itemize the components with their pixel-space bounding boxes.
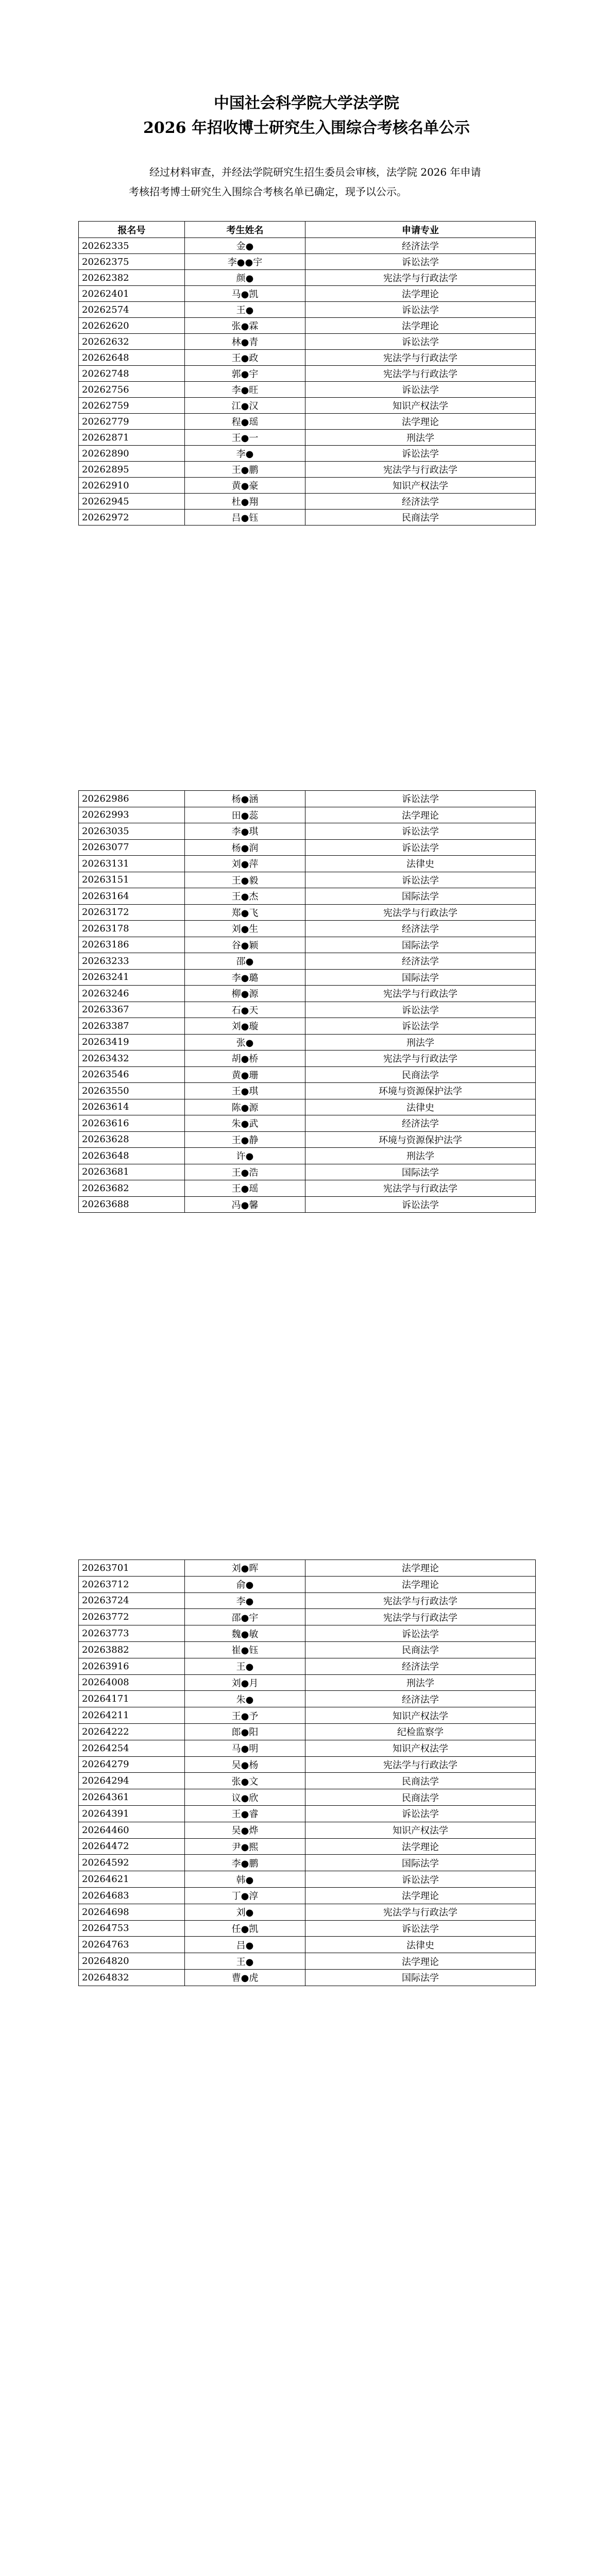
table-row [79,382,536,398]
registration-no-cell: 20264008 [79,1674,185,1691]
table-row [79,1050,536,1067]
registration-no-cell: 20262779 [79,414,185,430]
notice-title: 2026 年招收博士研究生入围综合考核名单公示 [143,119,470,137]
table-row [79,1560,536,1577]
major-cell: 经济法学 [305,921,536,937]
major-cell: 诉讼法学 [305,1196,536,1213]
major-cell: 知识产权法学 [305,398,536,414]
registration-no-cell: 20263648 [79,1148,185,1164]
candidate-table-2 [78,790,536,1213]
registration-no-cell: 20263614 [79,1099,185,1115]
table-row [79,1018,536,1035]
table-row [79,1969,536,1986]
registration-no-cell: 20262895 [79,462,185,478]
registration-no-cell: 20264832 [79,1969,185,1986]
registration-no-cell: 20263616 [79,1115,185,1132]
table-row [79,1164,536,1180]
candidate-name-cell: 吕●钰 [185,510,305,526]
registration-no-cell: 20262986 [79,791,185,807]
registration-no-cell: 20263688 [79,1196,185,1213]
candidate-name-cell: 曹●虎 [185,1969,305,1986]
table-row [79,414,536,430]
major-cell: 诉讼法学 [305,1871,536,1888]
registration-no-cell: 20263681 [79,1164,185,1180]
major-cell: 经济法学 [305,1658,536,1674]
candidate-name-cell: 王●睿 [185,1805,305,1822]
major-cell: 诉讼法学 [305,334,536,350]
table-row [79,462,536,478]
major-cell: 国际法学 [305,1855,536,1871]
registration-no-cell: 20262335 [79,238,185,254]
major-cell: 法学理论 [305,1576,536,1592]
registration-no-cell: 20264460 [79,1822,185,1838]
candidate-name-cell: 李● [185,446,305,462]
candidate-name-cell: 丁●淳 [185,1887,305,1904]
table-row [79,302,536,318]
table-row [79,839,536,856]
registration-no-cell: 20263131 [79,856,185,872]
major-cell: 法学理论 [305,414,536,430]
registration-no-cell: 20263077 [79,839,185,856]
registration-no-cell: 20262972 [79,510,185,526]
registration-no-cell: 20264211 [79,1707,185,1724]
major-cell: 环境与资源保护法学 [305,1083,536,1099]
major-cell: 法学理论 [305,286,536,302]
table-row [79,904,536,921]
candidate-name-cell: 刘●萍 [185,856,305,872]
major-cell: 宪法学与行政法学 [305,462,536,478]
table-row [79,286,536,302]
candidate-name-cell: 邵●宇 [185,1609,305,1625]
candidate-name-cell: 郭●宇 [185,366,305,382]
major-cell: 知识产权法学 [305,1822,536,1838]
major-cell: 宪法学与行政法学 [305,986,536,1002]
candidate-name-cell: 程●瑶 [185,414,305,430]
major-cell: 刑法学 [305,1034,536,1050]
table-row [79,1576,536,1592]
candidate-name-cell: 郎●阳 [185,1723,305,1740]
registration-no-cell: 20263701 [79,1560,185,1577]
major-cell: 民商法学 [305,1789,536,1806]
major-cell: 宪法学与行政法学 [305,1756,536,1773]
table-row [79,1083,536,1099]
registration-no-cell: 20262890 [79,446,185,462]
major-cell: 刑法学 [305,1674,536,1691]
registration-no-cell: 20263628 [79,1131,185,1148]
major-cell: 宪法学与行政法学 [305,366,536,382]
registration-no-cell: 20263773 [79,1625,185,1642]
table-row [79,350,536,366]
registration-no-cell: 20262620 [79,318,185,334]
table-row [79,1953,536,1970]
candidate-name-cell: 胡●桥 [185,1050,305,1067]
registration-no-cell: 20264753 [79,1920,185,1937]
registration-no-cell: 20262382 [79,270,185,286]
candidate-name-cell: 石●天 [185,1002,305,1018]
table-row [79,1822,536,1838]
candidate-name-cell: 金● [185,238,305,254]
table-row [79,446,536,462]
registration-no-cell: 20262756 [79,382,185,398]
candidate-name-cell: 黄●豪 [185,478,305,494]
table-row [79,1115,536,1132]
table-row [79,986,536,1002]
major-cell: 法学理论 [305,1838,536,1855]
intro-paragraph: 经过材料审查，并经法学院研究生招生委员会审核，法学院 2026 年申请考核招考博士研究生入围综合考核名单已确定，现予以公示。 [129,166,481,198]
major-cell: 宪法学与行政法学 [305,1592,536,1609]
major-cell: 民商法学 [305,1641,536,1658]
registration-no-cell: 20263164 [79,888,185,905]
major-cell: 经济法学 [305,953,536,970]
table-row [79,1887,536,1904]
registration-no-cell: 20263367 [79,1002,185,1018]
major-cell: 法学理论 [305,1560,536,1577]
table-row [79,1920,536,1937]
registration-no-cell: 20262648 [79,350,185,366]
registration-no-cell: 20262910 [79,478,185,494]
table-row [79,888,536,905]
table-row [79,1773,536,1789]
candidate-table-3 [78,1560,536,1986]
table-row [79,366,536,382]
table-row [79,791,536,807]
table-row [79,1838,536,1855]
registration-no-cell: 20264391 [79,1805,185,1822]
registration-no-cell: 20264254 [79,1740,185,1756]
header-registration-no: 报名号 [79,222,185,238]
major-cell: 宪法学与行政法学 [305,270,536,286]
candidate-name-cell: 王●浩 [185,1164,305,1180]
candidate-name-cell: 崔●钰 [185,1641,305,1658]
table-row [79,953,536,970]
registration-no-cell: 20264279 [79,1756,185,1773]
registration-no-cell: 20263151 [79,872,185,888]
candidate-name-cell: 王●鹏 [185,462,305,478]
candidate-name-cell: 韩● [185,1871,305,1888]
table-row [79,1180,536,1197]
major-cell: 知识产权法学 [305,1707,536,1724]
candidate-name-cell: 王● [185,302,305,318]
major-cell: 诉讼法学 [305,1002,536,1018]
table-row [79,937,536,953]
registration-no-cell: 20263724 [79,1592,185,1609]
major-cell: 诉讼法学 [305,839,536,856]
candidate-name-cell: 江●汉 [185,398,305,414]
table-row [79,398,536,414]
candidate-name-cell: 杨●润 [185,839,305,856]
candidate-name-cell: 张●文 [185,1773,305,1789]
registration-no-cell: 20264683 [79,1887,185,1904]
candidate-name-cell: 刘●晖 [185,1560,305,1577]
major-cell: 国际法学 [305,937,536,953]
candidate-name-cell: 吴●杨 [185,1756,305,1773]
registration-no-cell: 20264698 [79,1904,185,1920]
table-row [79,1625,536,1642]
major-cell: 经济法学 [305,1691,536,1707]
major-cell: 诉讼法学 [305,302,536,318]
registration-no-cell: 20264472 [79,1838,185,1855]
candidate-name-cell: 刘●生 [185,921,305,937]
registration-no-cell: 20262759 [79,398,185,414]
major-cell: 诉讼法学 [305,382,536,398]
major-cell: 刑法学 [305,1148,536,1164]
table-row [79,1674,536,1691]
table-row [79,1740,536,1756]
major-cell: 宪法学与行政法学 [305,1904,536,1920]
major-cell: 宪法学与行政法学 [305,904,536,921]
major-cell: 诉讼法学 [305,791,536,807]
candidate-name-cell: 张●霖 [185,318,305,334]
candidate-name-cell: 马●明 [185,1740,305,1756]
table-row [79,1641,536,1658]
candidate-name-cell: 王●毅 [185,872,305,888]
registration-no-cell: 20262748 [79,366,185,382]
major-cell: 法律史 [305,1099,536,1115]
candidate-name-cell: 刘● [185,1904,305,1920]
major-cell: 国际法学 [305,1969,536,1986]
major-cell: 国际法学 [305,969,536,986]
candidate-name-cell: 王● [185,1953,305,1970]
candidate-name-cell: 李●璐 [185,969,305,986]
candidate-name-cell: 张● [185,1034,305,1050]
candidate-name-cell: 王●瑶 [185,1180,305,1197]
header-candidate-name: 考生姓名 [185,222,305,238]
candidate-name-cell: 王●予 [185,1707,305,1724]
candidate-name-cell: 马●凯 [185,286,305,302]
registration-no-cell: 20263419 [79,1034,185,1050]
table-row [79,1131,536,1148]
candidate-name-cell: 李●旺 [185,382,305,398]
major-cell: 环境与资源保护法学 [305,1131,536,1148]
registration-no-cell: 20264763 [79,1937,185,1953]
candidate-name-cell: 林●青 [185,334,305,350]
candidate-name-cell: 尹●熙 [185,1838,305,1855]
table-row [79,921,536,937]
table-row [79,1805,536,1822]
major-cell: 民商法学 [305,1773,536,1789]
table-row [79,494,536,510]
table-row [79,1707,536,1724]
candidate-name-cell: 李● [185,1592,305,1609]
candidate-name-cell: 冯●馨 [185,1196,305,1213]
major-cell: 经济法学 [305,238,536,254]
candidate-name-cell: 刘●月 [185,1674,305,1691]
registration-no-cell: 20263882 [79,1641,185,1658]
candidate-name-cell: 朱●武 [185,1115,305,1132]
candidate-name-cell: 魏●敏 [185,1625,305,1642]
registration-no-cell: 20263916 [79,1658,185,1674]
registration-no-cell: 20263546 [79,1066,185,1083]
table-header-row [79,222,536,238]
major-cell: 国际法学 [305,1164,536,1180]
table-row [79,1904,536,1920]
major-cell: 诉讼法学 [305,254,536,270]
registration-no-cell: 20262871 [79,430,185,446]
major-cell: 经济法学 [305,494,536,510]
major-cell: 知识产权法学 [305,1740,536,1756]
table-row [79,1196,536,1213]
candidate-table-1 [78,221,536,526]
table-row [79,1066,536,1083]
table-row [79,969,536,986]
major-cell: 法律史 [305,1937,536,1953]
registration-no-cell: 20264294 [79,1773,185,1789]
registration-no-cell: 20263178 [79,921,185,937]
major-cell: 诉讼法学 [305,1805,536,1822]
major-cell: 诉讼法学 [305,446,536,462]
registration-no-cell: 20263246 [79,986,185,1002]
major-cell: 法学理论 [305,1953,536,1970]
major-cell: 宪法学与行政法学 [305,1609,536,1625]
table-row [79,1789,536,1806]
table-row [79,1099,536,1115]
candidate-name-cell: 李●●宇 [185,254,305,270]
candidate-name-cell: 田●蕊 [185,807,305,823]
candidate-name-cell: 任●凯 [185,1920,305,1937]
registration-no-cell: 20263682 [79,1180,185,1197]
candidate-name-cell: 王●一 [185,430,305,446]
candidate-name-cell: 陈●源 [185,1099,305,1115]
registration-no-cell: 20263432 [79,1050,185,1067]
table-row [79,1002,536,1018]
major-cell: 法学理论 [305,807,536,823]
candidate-name-cell: 俞● [185,1576,305,1592]
candidate-name-cell: 郑●飞 [185,904,305,921]
registration-no-cell: 20264820 [79,1953,185,1970]
registration-no-cell: 20262945 [79,494,185,510]
school-title: 中国社会科学院大学法学院 [214,94,399,112]
table-row [79,318,536,334]
candidate-name-cell: 黄●珊 [185,1066,305,1083]
table-row [79,1658,536,1674]
table-row [79,1937,536,1953]
major-cell: 法学理论 [305,1887,536,1904]
candidate-name-cell: 柳●源 [185,986,305,1002]
candidate-name-cell: 朱● [185,1691,305,1707]
table-row [79,1871,536,1888]
candidate-name-cell: 邵● [185,953,305,970]
registration-no-cell: 20262632 [79,334,185,350]
table-row [79,254,536,270]
table-row [79,1691,536,1707]
major-cell: 民商法学 [305,1066,536,1083]
candidate-name-cell: 杜●翔 [185,494,305,510]
candidate-name-cell: 李●琪 [185,823,305,840]
registration-no-cell: 20263035 [79,823,185,840]
registration-no-cell: 20264592 [79,1855,185,1871]
candidate-name-cell: 王●杰 [185,888,305,905]
major-cell: 纪检监察学 [305,1723,536,1740]
table-row [79,478,536,494]
major-cell: 宪法学与行政法学 [305,350,536,366]
registration-no-cell: 20264621 [79,1871,185,1888]
registration-no-cell: 20263772 [79,1609,185,1625]
candidate-name-cell: 吕● [185,1937,305,1953]
registration-no-cell: 20264222 [79,1723,185,1740]
candidate-name-cell: 议●欣 [185,1789,305,1806]
registration-no-cell: 20263233 [79,953,185,970]
major-cell: 宪法学与行政法学 [305,1050,536,1067]
major-cell: 国际法学 [305,888,536,905]
registration-no-cell: 20262574 [79,302,185,318]
registration-no-cell: 20263712 [79,1576,185,1592]
table-row [79,807,536,823]
table-row [79,872,536,888]
table-row [79,270,536,286]
registration-no-cell: 20262401 [79,286,185,302]
major-cell: 法律史 [305,856,536,872]
candidate-name-cell: 王●政 [185,350,305,366]
table-row [79,1855,536,1871]
candidate-name-cell: 杨●涵 [185,791,305,807]
candidate-name-cell: 颜● [185,270,305,286]
candidate-name-cell: 刘●璇 [185,1018,305,1035]
registration-no-cell: 20263186 [79,937,185,953]
major-cell: 诉讼法学 [305,823,536,840]
registration-no-cell: 20263241 [79,969,185,986]
registration-no-cell: 20262375 [79,254,185,270]
table-row [79,430,536,446]
major-cell: 诉讼法学 [305,1018,536,1035]
table-row [79,856,536,872]
candidate-name-cell: 谷●颖 [185,937,305,953]
major-cell: 诉讼法学 [305,1920,536,1937]
major-cell: 民商法学 [305,510,536,526]
table-row [79,1592,536,1609]
registration-no-cell: 20264361 [79,1789,185,1806]
major-cell: 刑法学 [305,430,536,446]
header-major: 申请专业 [305,222,536,238]
candidate-name-cell: 吴●烨 [185,1822,305,1838]
candidate-name-cell: 王●琪 [185,1083,305,1099]
table-row [79,1756,536,1773]
major-cell: 宪法学与行政法学 [305,1180,536,1197]
registration-no-cell: 20263387 [79,1018,185,1035]
major-cell: 经济法学 [305,1115,536,1132]
major-cell: 法学理论 [305,318,536,334]
registration-no-cell: 20262993 [79,807,185,823]
table-row [79,334,536,350]
candidate-name-cell: 许● [185,1148,305,1164]
table-row [79,1148,536,1164]
registration-no-cell: 20263172 [79,904,185,921]
candidate-name-cell: 王● [185,1658,305,1674]
registration-no-cell: 20264171 [79,1691,185,1707]
table-row [79,1609,536,1625]
major-cell: 知识产权法学 [305,478,536,494]
table-row [79,823,536,840]
table-row [79,1034,536,1050]
table-row [79,510,536,526]
candidate-name-cell: 李●鹏 [185,1855,305,1871]
major-cell: 诉讼法学 [305,872,536,888]
registration-no-cell: 20263550 [79,1083,185,1099]
major-cell: 诉讼法学 [305,1625,536,1642]
candidate-name-cell: 王●静 [185,1131,305,1148]
table-row [79,1723,536,1740]
table-row [79,238,536,254]
